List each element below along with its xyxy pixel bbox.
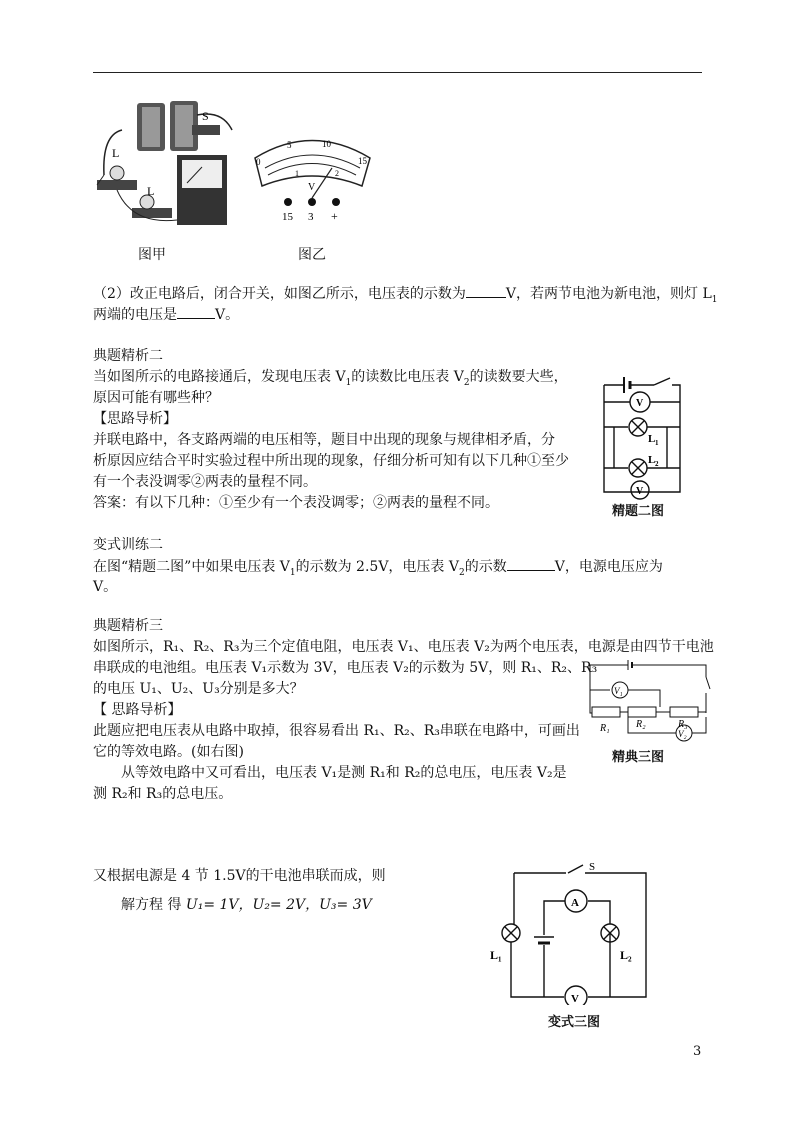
bs2-blank[interactable] xyxy=(507,556,555,571)
scale-5: 5 xyxy=(287,140,292,150)
s3-r2-label: R₂ xyxy=(636,719,646,730)
s3-p1: 如图所示，R₁、R₂、R₃为三个定值电阻，电压表 V₁、电压表 V₂为两个电压表，电源是由四节干电池 xyxy=(93,639,714,655)
s3-p4: 此题应把电压表从电路中取掉，很容易看出 R₁、R₂、R₃串联在电路中，可画出 xyxy=(93,723,580,739)
s2-p2: 原因可能有哪些种？ xyxy=(93,390,219,406)
s2-fig-caption: 精题二图 xyxy=(612,504,665,519)
page-number: 3 xyxy=(693,1044,702,1059)
s3-p7: 测 R₂和 R₃的总电压。 xyxy=(93,786,233,802)
scale-15: 15 xyxy=(358,156,367,166)
tail-p1: 又根据电源是 4 节 1.5V的干电池串联而成，则 xyxy=(93,868,386,884)
figure-s2-circuit xyxy=(592,372,692,500)
s3-p6: 从等效电路中又可看出，电压表 V₁是测 R₁和 R₂的总电压，电压表 V₂是 xyxy=(121,765,567,781)
q2-line2: 两端的电压是 V。 xyxy=(93,304,239,326)
terminal-3: 3 xyxy=(308,211,314,223)
s2-v2-label: V xyxy=(636,486,644,497)
s2-v1-label: V xyxy=(636,398,644,409)
s2-l1-sub: 1 xyxy=(655,439,659,447)
s3-title: 典题精析三 xyxy=(93,618,163,634)
q2-blank2[interactable] xyxy=(177,304,215,319)
s3-r1-label: R₁ xyxy=(600,723,610,734)
tail-p2: 解方程 得 U₁= 1V，U₂= 2V，U₃= 3V xyxy=(121,897,372,913)
s3-fig-caption: 精典三图 xyxy=(612,750,665,765)
figure-jia-caption: 图甲 xyxy=(138,247,166,263)
tail-fig-caption: 变式三图 xyxy=(548,1015,601,1030)
s2-p5: 有一个表没调零②两表的量程不同。 xyxy=(93,474,317,490)
s2-p1: 当如图所示的电路接通后，发现电压表 $V_1$的读数比电压表 $V_2$的读数要大些， xyxy=(93,369,568,388)
lamp-label-l2: L xyxy=(147,184,155,198)
tail-voltmeter-label: V xyxy=(571,993,579,1005)
s2-p3: 并联电路中，各支路两端的电压相等，题目中出现的现象与规律相矛盾，分 xyxy=(93,432,555,448)
figure-jia-circuit-photo xyxy=(92,95,242,237)
scale-inner-1: 1 xyxy=(295,169,299,178)
scale-inner-2: 2 xyxy=(335,169,339,178)
figure-yi-voltmeter xyxy=(250,128,375,223)
s3-v1-label: V₁ xyxy=(614,686,623,696)
s2-guide: 【思路导析】 xyxy=(93,411,177,427)
s2-p4: 析原因应结合平时实验过程中所出现的现象，仔细分析可知有以下几种①至少 xyxy=(93,453,569,469)
tail-l1-label: L₁ xyxy=(490,948,502,962)
scale-10: 10 xyxy=(322,139,331,149)
lamp-label-l1: L xyxy=(112,146,120,160)
switch-label-s: S xyxy=(202,109,209,123)
terminal-15: 15 xyxy=(282,211,293,223)
s2-answer: 答案：有以下几种：①至少有一个表没调零；②两表的量程不同。 xyxy=(93,495,499,511)
header-rule xyxy=(93,72,702,73)
figure-s3-circuit xyxy=(578,655,718,750)
s3-v2-label: V₂ xyxy=(678,729,687,739)
s3-guide: 【 思路导析】 xyxy=(93,702,182,718)
s2-l2-text: L xyxy=(648,454,656,466)
s3-p2: 串联成的电池组。电压表 V₁示数为 3V，电压表 V₂的示数为 5V，则 R₁、R₂、R₃ xyxy=(93,660,598,676)
s2-l1-text: L xyxy=(648,433,656,445)
terminal-plus: + xyxy=(331,209,338,223)
bs2-title: 变式训练二 xyxy=(93,537,163,553)
unit-v: V xyxy=(308,182,316,193)
bs2-p2: V。 xyxy=(93,579,118,595)
s3-r3-label: R₃ xyxy=(678,719,688,730)
q2-blank1[interactable] xyxy=(466,283,506,298)
s2-l2-sub: 2 xyxy=(655,460,659,468)
figure-tail-circuit xyxy=(488,855,658,1005)
tail-l2-label: L₂ xyxy=(620,948,632,962)
scale-0: 0 xyxy=(256,157,261,167)
tail-ammeter-label: A xyxy=(571,897,579,909)
q2-line1: （2）改正电路后，闭合开关，如图乙所示，电压表的示数为 V，若两节电池为新电池，则灯 $L_1$ xyxy=(93,283,718,311)
s3-p5: 它的等效电路。(如右图) xyxy=(93,744,244,760)
tail-switch-label: S xyxy=(589,861,596,873)
figure-yi-caption: 图乙 xyxy=(298,247,326,263)
s2-title: 典题精析二 xyxy=(93,348,163,364)
bs2-p1: 在图“精题二图”中如果电压表 $V_1$的示数为 2.5V，电压表 $V_2$的示数 V，电源电压应为 xyxy=(93,556,663,584)
s3-p3: 的电压 U₁、U₂、U₃分别是多大？ xyxy=(93,681,304,697)
